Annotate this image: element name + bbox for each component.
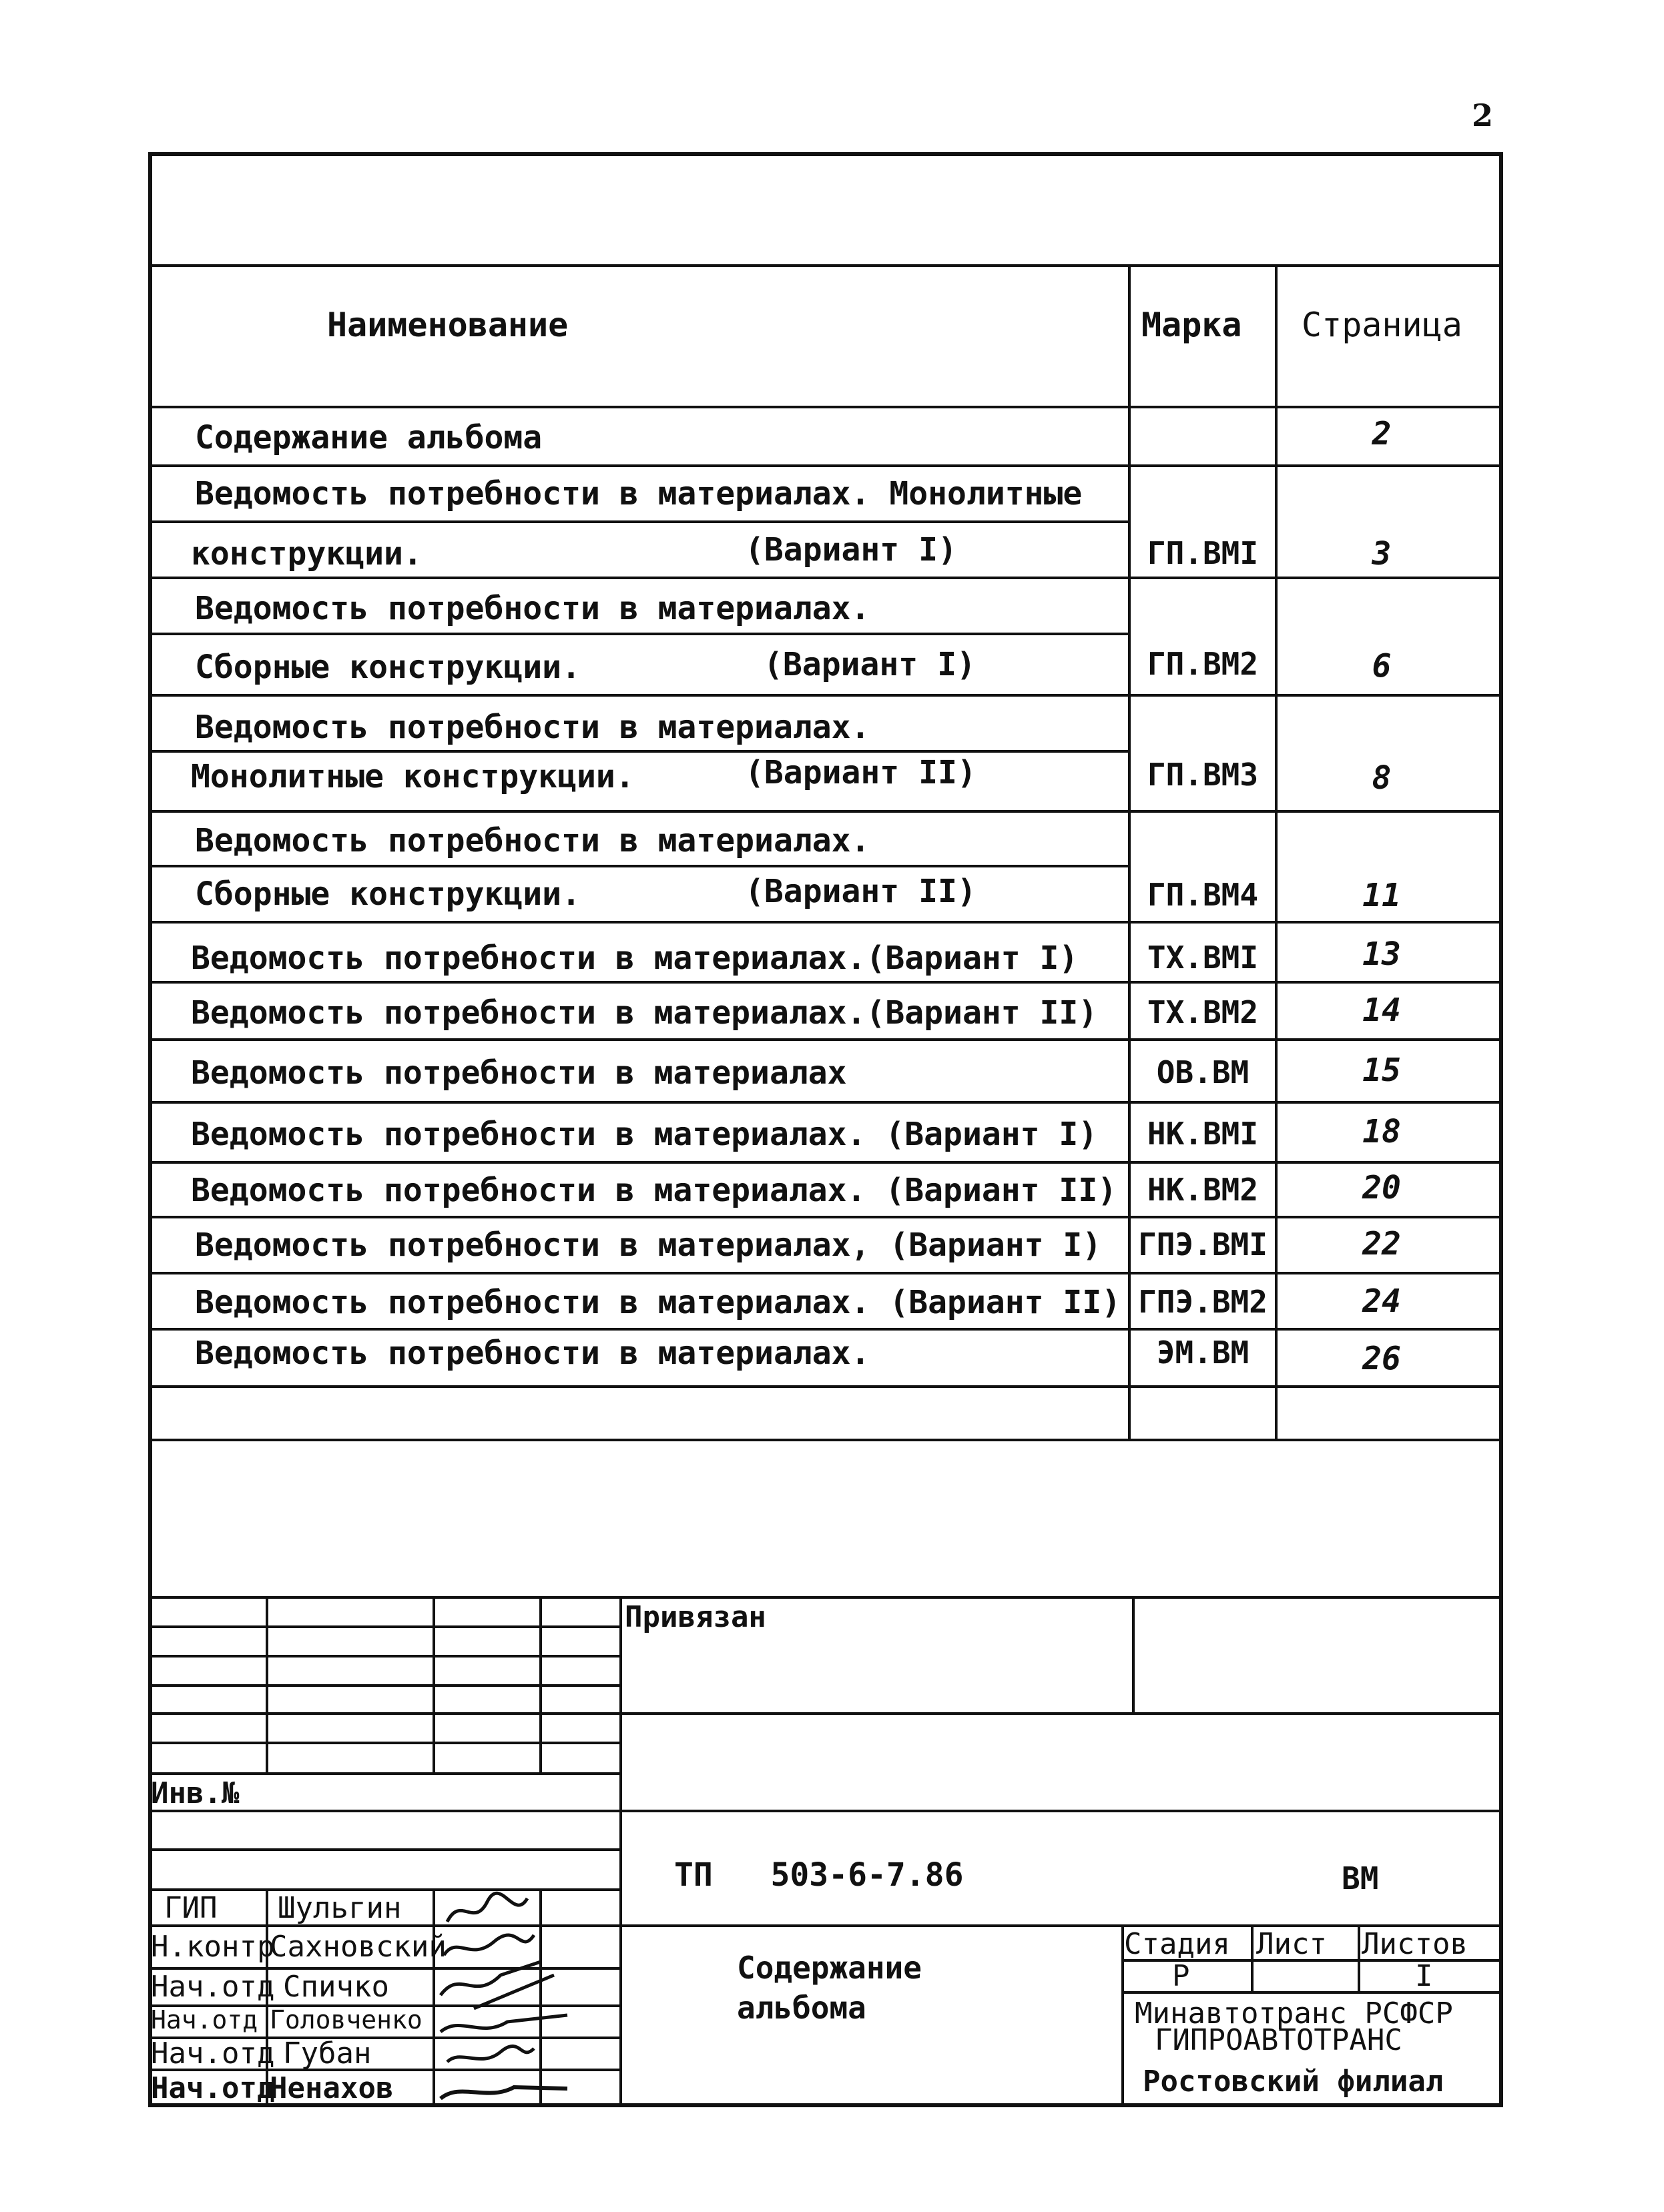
row-rule xyxy=(148,633,1129,635)
row-16-page: 26 xyxy=(1362,1340,1401,1377)
row-13-name: Ведомость потребности в материалах. (Вариант II) xyxy=(191,1172,1117,1209)
stamp-top-rule xyxy=(148,1596,1503,1599)
row-15-mark: ГПЭ.ВМ2 xyxy=(1138,1284,1268,1320)
row-6-variant: (Вариант II) xyxy=(745,754,977,791)
stamp-col xyxy=(1251,1924,1254,1991)
row-rule xyxy=(148,1161,1503,1164)
doc-mark: ВМ xyxy=(1342,1860,1379,1896)
stamp-rule xyxy=(148,1684,619,1687)
row-rule xyxy=(148,1385,1503,1388)
signatures-graphic xyxy=(434,1888,581,2109)
row-8-mark: ГП.ВМ4 xyxy=(1147,877,1259,913)
doc-title-line1: Содержание xyxy=(737,1950,922,1986)
row-6-name: Монолитные конструкции. xyxy=(191,758,635,795)
row-14-page: 22 xyxy=(1362,1225,1401,1262)
person-role: Нач.отд xyxy=(151,2071,275,2105)
row-2-name: конструкции. xyxy=(191,535,423,573)
stamp-rule xyxy=(148,1712,1503,1715)
person-name: Спичко xyxy=(283,1970,389,2004)
row-8-variant: (Вариант II) xyxy=(745,873,977,910)
stamp-col-main xyxy=(619,1596,622,2107)
rule xyxy=(148,264,1503,267)
org-line3: Ростовский филиал xyxy=(1143,2065,1444,2099)
row-12-mark: НК.ВМI xyxy=(1147,1116,1259,1152)
doc-code: ТП 503-6-7.86 xyxy=(674,1856,964,1894)
inv-no-label: Инв.№ xyxy=(151,1776,240,1810)
row-9-mark: ТХ.ВМI xyxy=(1147,940,1259,976)
doc-title-line2: альбома xyxy=(737,1990,866,2026)
row-rule xyxy=(148,520,1129,523)
privyazan-label: Привязан xyxy=(625,1600,766,1634)
row-2-variant: (Вариант I) xyxy=(745,531,957,569)
row-4-page: 6 xyxy=(1372,647,1392,685)
person-role: ГИП xyxy=(164,1891,218,1925)
row-13-page: 20 xyxy=(1362,1169,1401,1206)
row-4-variant: (Вариант I) xyxy=(764,646,976,683)
row-rule xyxy=(148,1439,1503,1441)
header-mark: Марка xyxy=(1141,306,1242,344)
row-10-name: Ведомость потребности в материалах.(Вариант II) xyxy=(191,994,1098,1032)
row-11-mark: ОВ.ВМ xyxy=(1156,1054,1250,1090)
row-16-name: Ведомость потребности в материалах. xyxy=(195,1335,870,1372)
stamp-rule xyxy=(148,1810,1503,1812)
row-4-mark: ГП.ВМ2 xyxy=(1147,646,1259,682)
stamp-rule xyxy=(148,1625,619,1628)
row-rule xyxy=(148,981,1503,984)
org-line1: Минавтотранс РСФСР xyxy=(1135,1996,1453,2031)
row-rule xyxy=(148,577,1503,579)
row-rule xyxy=(148,1038,1503,1041)
row-8-name: Сборные конструкции. xyxy=(195,875,581,913)
stamp-rule xyxy=(148,1742,619,1744)
row-12-name: Ведомость потребности в материалах. (Вариант I) xyxy=(191,1116,1098,1153)
row-rule xyxy=(148,750,1129,753)
row-rule xyxy=(148,1328,1503,1331)
sheet-label: Лист xyxy=(1256,1927,1327,1961)
row-6-mark: ГП.ВМ3 xyxy=(1147,757,1259,793)
row-11-page: 15 xyxy=(1362,1052,1401,1089)
person-name: Головченко xyxy=(270,2005,423,2035)
row-16-mark: ЭМ.ВМ xyxy=(1156,1335,1250,1371)
row-11-name: Ведомость потребности в материалах xyxy=(191,1054,847,1092)
person-role: Нач.отд xyxy=(151,2037,275,2071)
row-rule xyxy=(148,1272,1503,1274)
row-15-page: 24 xyxy=(1362,1282,1401,1320)
person-role: Нач.отд xyxy=(151,1970,275,2004)
row-5-name: Ведомость потребности в материалах. xyxy=(195,709,870,746)
stamp-col xyxy=(1132,1596,1135,1712)
person-name: Сахновский xyxy=(270,1930,447,1964)
row-9-page: 13 xyxy=(1362,936,1401,973)
org-line2: ГИПРОАВТОТРАНС xyxy=(1155,2023,1402,2057)
row-6-page: 8 xyxy=(1372,759,1392,797)
row-7-name: Ведомость потребности в материалах. xyxy=(195,822,870,859)
row-15-name: Ведомость потребности в материалах. (Вариант II) xyxy=(195,1284,1121,1321)
row-4-name: Сборные конструкции. xyxy=(195,649,581,686)
stamp-rule xyxy=(148,1655,619,1657)
row-9-name: Ведомость потребности в материалах.(Вариант I) xyxy=(191,940,1079,977)
row-1-name: Ведомость потребности в материалах. Монолитные xyxy=(195,475,1083,512)
row-rule xyxy=(148,1101,1503,1104)
row-13-mark: НК.ВМ2 xyxy=(1147,1172,1259,1208)
row-rule xyxy=(148,921,1503,924)
row-12-page: 18 xyxy=(1362,1113,1401,1150)
stage-value: Р xyxy=(1172,1959,1190,1993)
person-name: Губан xyxy=(283,2037,372,2071)
row-rule xyxy=(148,694,1503,697)
person-name: Шульгин xyxy=(278,1891,402,1925)
row-10-mark: ТХ.ВМ2 xyxy=(1147,994,1259,1030)
row-0-name: Содержание альбома xyxy=(195,419,543,456)
row-2-mark: ГП.ВМI xyxy=(1147,535,1259,571)
header-page: Страница xyxy=(1302,306,1462,344)
row-rule xyxy=(148,1216,1503,1218)
row-14-mark: ГПЭ.ВМI xyxy=(1138,1226,1268,1262)
stamp-col xyxy=(1358,1924,1360,1991)
row-rule xyxy=(148,810,1503,813)
stamp-rule xyxy=(148,1848,619,1851)
row-2-page: 3 xyxy=(1372,535,1392,573)
person-role: Н.контр xyxy=(151,1930,275,1964)
stage-label: Стадия xyxy=(1124,1927,1230,1961)
rule xyxy=(148,406,1503,408)
row-3-name: Ведомость потребности в материалах. xyxy=(195,590,870,627)
header-name: Наименование xyxy=(327,306,569,344)
row-10-page: 14 xyxy=(1362,992,1401,1029)
col-rule xyxy=(1128,264,1131,1439)
row-rule xyxy=(148,464,1503,467)
person-name: Ненахов xyxy=(270,2071,394,2105)
page-number: 2 xyxy=(1472,97,1494,133)
sheets-value: I xyxy=(1415,1959,1433,1993)
row-8-page: 11 xyxy=(1362,877,1401,914)
person-role: Нач.отд xyxy=(151,2005,258,2035)
row-0-page: 2 xyxy=(1372,415,1392,452)
sheets-label: Листов xyxy=(1362,1927,1468,1961)
row-14-name: Ведомость потребности в материалах, (Вариант I) xyxy=(195,1226,1102,1264)
stamp-rule xyxy=(148,1772,619,1775)
row-rule xyxy=(148,865,1129,867)
